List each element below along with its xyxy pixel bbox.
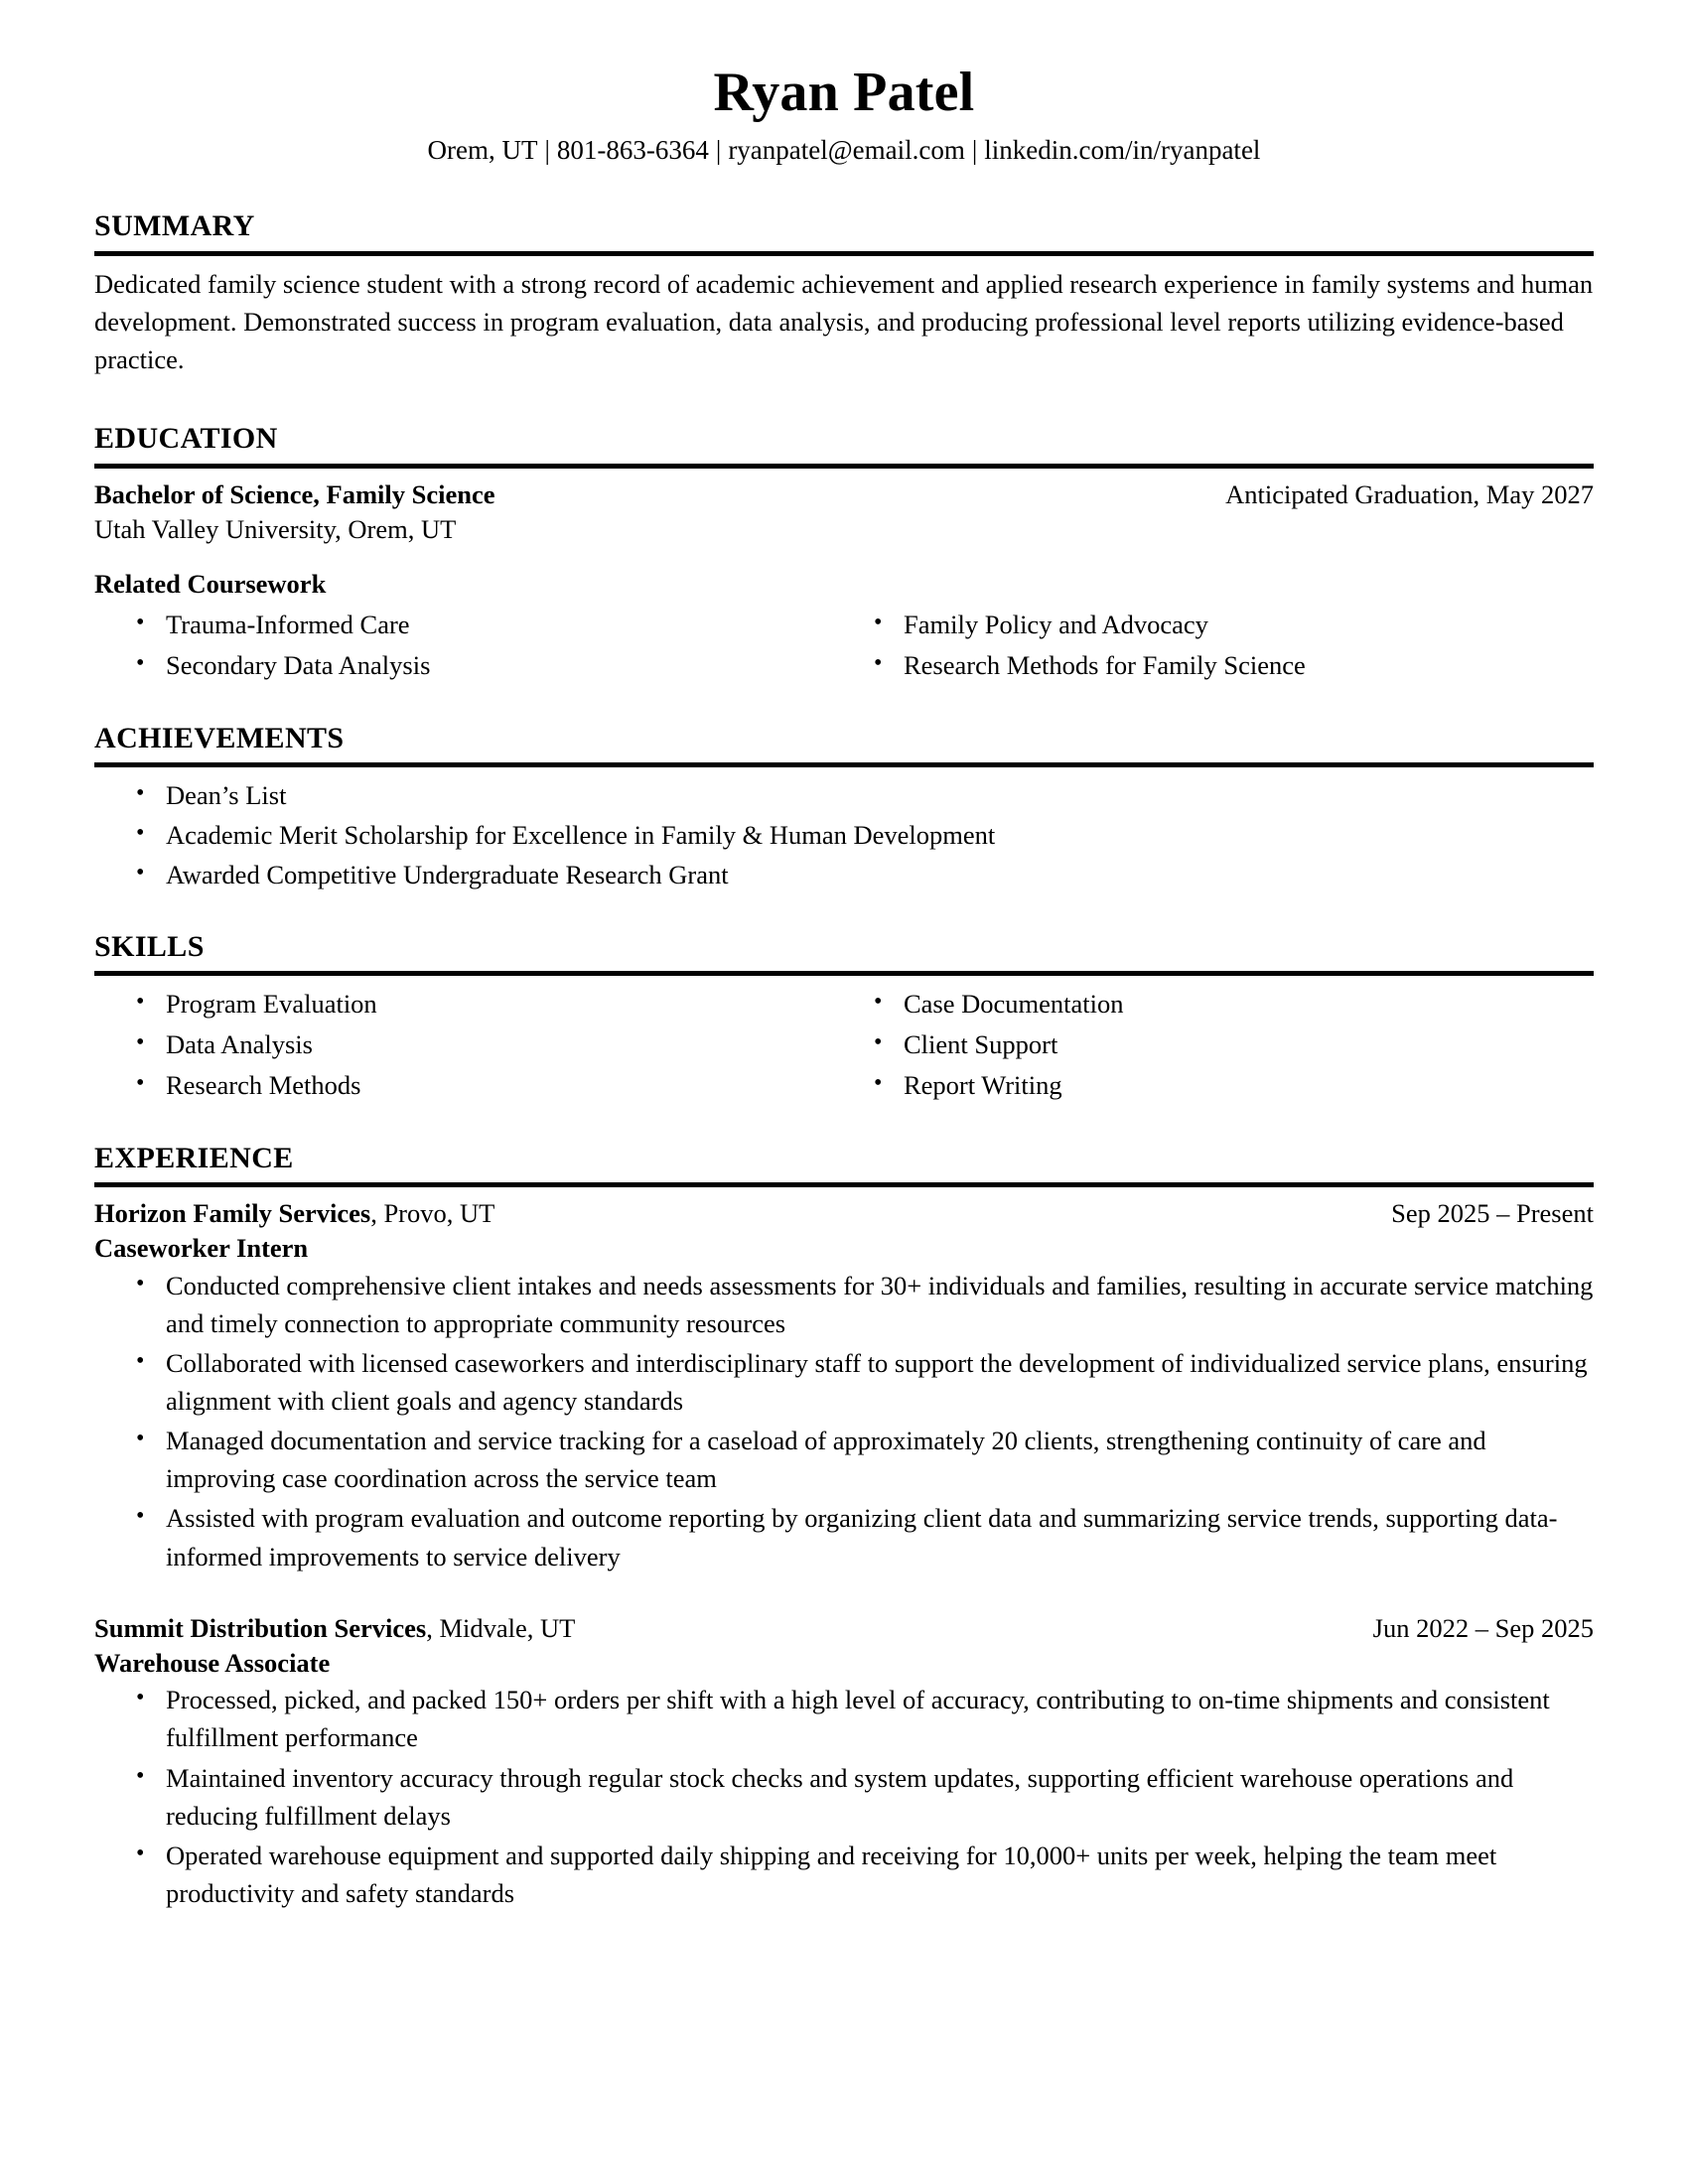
education-degree: Bachelor of Science, Family Science: [94, 478, 495, 509]
section-title-experience: EXPERIENCE: [94, 1141, 294, 1174]
section-title-education: EDUCATION: [94, 422, 278, 456]
list-item: • Dean’s List: [94, 776, 1594, 814]
coursework-columns: [94, 606, 1594, 687]
skills-list-right: [844, 985, 1594, 1104]
list-item: • Conducted comprehensive client intakes and needs assessments for 30+ individuals and families, resulting in accurate service matching and timely connection to appropriate community resources: [94, 1267, 1594, 1342]
list-item: • Trauma-Informed Care: [94, 606, 844, 643]
contact-phone: 801-863-6364: [556, 134, 709, 165]
list-item: • Academic Merit Scholarship for Excellence in Family & Human Development: [94, 816, 1594, 854]
skills-column-left: [94, 985, 844, 1107]
list-item: • Case Documentation: [844, 985, 1594, 1023]
job-1-dates: Sep 2025 – Present: [1391, 1198, 1594, 1229]
job-2-header-row: [94, 1611, 1594, 1646]
job-1-employer: Horizon Family Services: [94, 1198, 371, 1229]
section-title-summary: SUMMARY: [94, 209, 255, 243]
achievements-list: [94, 776, 1594, 893]
spacer-after-skills: [94, 1108, 1594, 1142]
list-item: • Research Methods: [94, 1066, 844, 1104]
skills-list-left: [94, 985, 844, 1104]
contact-linkedin[interactable]: linkedin.com/in/ryanpatel: [984, 134, 1261, 165]
job-2-location: , Midvale, UT: [426, 1612, 576, 1643]
list-item: • Collaborated with licensed caseworkers and interdisciplinary staff to support the development of individualized service plans, ensuring alignment with client goals and agency standards: [94, 1344, 1594, 1420]
section-experience: [94, 1142, 1594, 1913]
job-1-header-row: [94, 1196, 1594, 1231]
section-summary: [94, 209, 1594, 378]
job-2-role: Warehouse Associate: [94, 1647, 331, 1678]
summary-text: Dedicated family science student with a strong record of academic achievement and applied research experience in family systems and human development. Demonstrated success in program evaluation, data analysis, and producing professional level reports utilizing evidence-based practice.: [94, 268, 1594, 374]
list-item: • Family Policy and Advocacy: [844, 606, 1594, 643]
section-rule-skills: [94, 971, 1594, 976]
list-item: • Data Analysis: [94, 1025, 844, 1063]
education-graduation-date: Anticipated Graduation, May 2027: [1225, 478, 1594, 509]
coursework-list-left: [94, 606, 844, 684]
spacer-after-achievements: [94, 896, 1594, 930]
section-rule-education: [94, 464, 1594, 469]
contact-email[interactable]: ryanpatel@email.com: [728, 134, 965, 165]
section-rule-summary: [94, 251, 1594, 256]
section-rule-experience: [94, 1182, 1594, 1187]
education-entry-row: [94, 478, 1594, 512]
contact-separator-3: |: [971, 134, 978, 165]
spacer-between-jobs: [94, 1577, 1594, 1611]
list-item: • Report Writing: [844, 1066, 1594, 1104]
job-2-employer: Summit Distribution Services: [94, 1612, 427, 1643]
section-title-achievements: ACHIEVEMENTS: [94, 721, 345, 754]
list-item: • Maintained inventory accuracy through regular stock checks and system updates, supporting efficient warehouse operations and reducing fulfillment delays: [94, 1759, 1594, 1835]
job-2-employer-line: [94, 1611, 575, 1646]
contact-separator-2: |: [715, 134, 722, 165]
job-1-location: , Provo, UT: [370, 1198, 495, 1229]
education-school: Utah Valley University, Orem, UT: [94, 513, 457, 544]
skills-columns: [94, 985, 1594, 1107]
spacer-before-coursework: [94, 547, 1594, 567]
experience-job-1: [94, 1196, 1594, 1575]
list-item: • Client Support: [844, 1025, 1594, 1063]
spacer-after-education: [94, 688, 1594, 722]
section-rule-achievements: [94, 762, 1594, 767]
skills-column-right: [844, 985, 1594, 1107]
section-title-skills: SKILLS: [94, 929, 205, 963]
section-education: [94, 422, 1594, 688]
coursework-list-right: [844, 606, 1594, 684]
contact-location: Orem, UT: [427, 134, 538, 165]
job-2-dates: Jun 2022 – Sep 2025: [1372, 1612, 1594, 1643]
job-1-bullets: [94, 1267, 1594, 1575]
spacer-after-summary: [94, 378, 1594, 422]
candidate-name: Ryan Patel: [713, 62, 975, 123]
job-1-role: Caseworker Intern: [94, 1233, 309, 1264]
list-item: • Assisted with program evaluation and outcome reporting by organizing client data and summarizing service trends, supporting data-informed improvements to service delivery: [94, 1499, 1594, 1574]
section-achievements: [94, 722, 1594, 894]
coursework-label: Related Coursework: [94, 569, 327, 600]
contact-separator-1: |: [544, 134, 550, 165]
contact-line: [94, 134, 1594, 166]
coursework-column-right: [844, 606, 1594, 687]
list-item: • Operated warehouse equipment and supported daily shipping and receiving for 10,000+ units per week, helping the team meet productivity and safety standards: [94, 1837, 1594, 1912]
list-item: • Secondary Data Analysis: [94, 646, 844, 684]
list-item: • Awarded Competitive Undergraduate Research Grant: [94, 856, 1594, 893]
experience-job-2: [94, 1611, 1594, 1912]
coursework-column-left: [94, 606, 844, 687]
list-item: • Research Methods for Family Science: [844, 646, 1594, 684]
list-item: • Program Evaluation: [94, 985, 844, 1023]
list-item: • Managed documentation and service tracking for a caseload of approximately 20 clients, strengthening continuity of care and improving case coordination across the service team: [94, 1422, 1594, 1497]
job-2-bullets: [94, 1681, 1594, 1912]
list-item: • Processed, picked, and packed 150+ orders per shift with a high level of accuracy, contributing to on-time shipments and consistent fulfillment performance: [94, 1681, 1594, 1756]
job-1-employer-line: [94, 1196, 494, 1231]
section-skills: [94, 930, 1594, 1108]
